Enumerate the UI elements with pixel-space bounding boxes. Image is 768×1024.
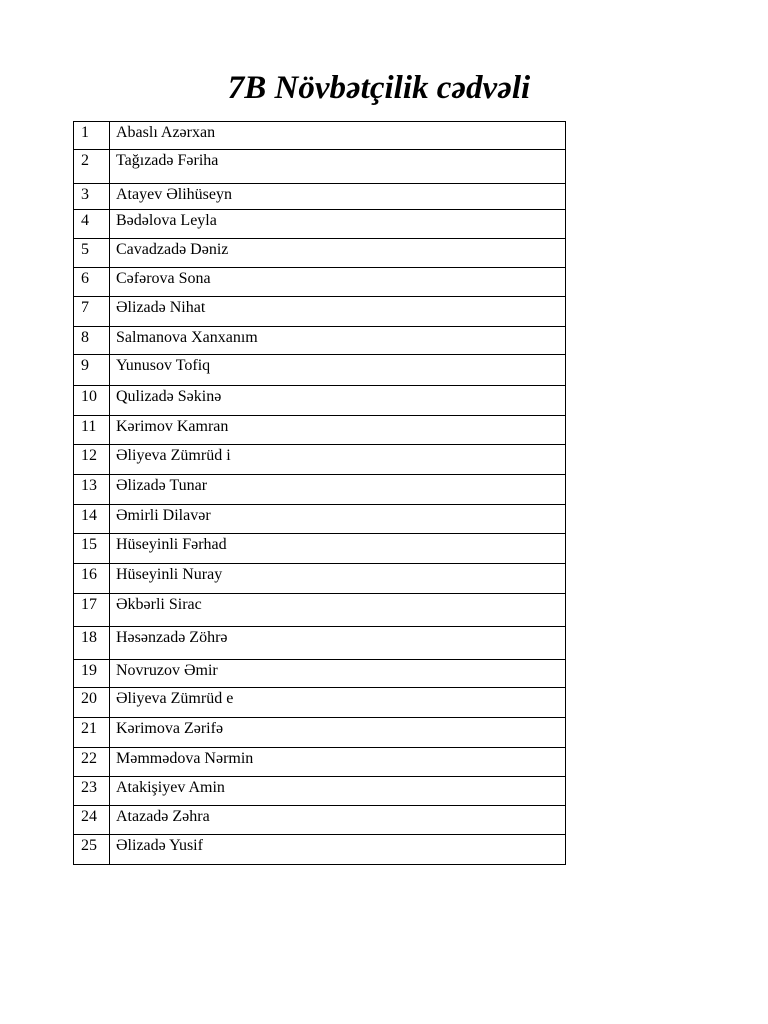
table-row — [74, 475, 566, 505]
student-name: Məmmədova Nərmin — [110, 748, 566, 777]
row-number: 3 — [74, 184, 110, 210]
row-number: 19 — [74, 660, 110, 688]
page-title: 7B Növbətçilik cədvəli — [227, 70, 531, 106]
student-name: Novruzov Əmir — [110, 660, 566, 688]
table-row — [74, 505, 566, 534]
row-number: 6 — [74, 268, 110, 297]
row-number: 14 — [74, 505, 110, 534]
student-name: Əkbərli Sirac — [110, 594, 566, 627]
row-number: 4 — [74, 210, 110, 239]
student-name: Hüseyinli Fərhad — [110, 534, 566, 564]
table-row — [74, 777, 566, 806]
row-number: 2 — [74, 150, 110, 184]
student-name: Əliyeva Zümrüd e — [110, 688, 566, 718]
row-number: 11 — [74, 416, 110, 445]
student-name: Həsənzadə Zöhrə — [110, 627, 566, 660]
row-number: 17 — [74, 594, 110, 627]
table-row — [74, 355, 566, 386]
table-row — [74, 150, 566, 184]
table-row — [74, 534, 566, 564]
student-name: Kərimova Zərifə — [110, 718, 566, 748]
table-row — [74, 386, 566, 416]
student-name: Atazadə Zəhra — [110, 806, 566, 835]
table-row — [74, 835, 566, 865]
table-row — [74, 564, 566, 594]
table-row — [74, 627, 566, 660]
table-row — [74, 660, 566, 688]
duty-table-body — [74, 122, 566, 865]
table-row — [74, 688, 566, 718]
student-name: Bədəlova Leyla — [110, 210, 566, 239]
student-name: Qulizadə Səkinə — [110, 386, 566, 416]
row-number: 9 — [74, 355, 110, 386]
table-row — [74, 748, 566, 777]
student-name: Əliyeva Zümrüd i — [110, 445, 566, 475]
row-number: 8 — [74, 327, 110, 355]
table-row — [74, 297, 566, 327]
student-name: Hüseyinli Nuray — [110, 564, 566, 594]
row-number: 21 — [74, 718, 110, 748]
table-row — [74, 594, 566, 627]
row-number: 12 — [74, 445, 110, 475]
row-number: 20 — [74, 688, 110, 718]
row-number: 16 — [74, 564, 110, 594]
row-number: 15 — [74, 534, 110, 564]
student-name: Abaslı Azərxan — [110, 122, 566, 150]
student-name: Atayev Əlihüseyn — [110, 184, 566, 210]
table-row — [74, 210, 566, 239]
student-name: Əlizadə Yusif — [110, 835, 566, 865]
student-name: Atakişiyev Amin — [110, 777, 566, 806]
student-name: Kərimov Kamran — [110, 416, 566, 445]
row-number: 7 — [74, 297, 110, 327]
table-row — [74, 268, 566, 297]
table-row — [74, 122, 566, 150]
table-row — [74, 327, 566, 355]
row-number: 13 — [74, 475, 110, 505]
table-row — [74, 718, 566, 748]
student-name: Salmanova Xanxanım — [110, 327, 566, 355]
duty-table — [73, 121, 566, 865]
row-number: 18 — [74, 627, 110, 660]
table-row — [74, 806, 566, 835]
row-number: 10 — [74, 386, 110, 416]
row-number: 25 — [74, 835, 110, 865]
student-name: Yunusov Tofiq — [110, 355, 566, 386]
student-name: Cəfərova Sona — [110, 268, 566, 297]
student-name: Əlizadə Nihat — [110, 297, 566, 327]
row-number: 24 — [74, 806, 110, 835]
student-name: Cavadzadə Dəniz — [110, 239, 566, 268]
row-number: 5 — [74, 239, 110, 268]
student-name: Əmirli Dilavər — [110, 505, 566, 534]
student-name: Əlizadə Tunar — [110, 475, 566, 505]
row-number: 22 — [74, 748, 110, 777]
table-row — [74, 239, 566, 268]
table-row — [74, 184, 566, 210]
student-name: Tağızadə Fəriha — [110, 150, 566, 184]
row-number: 1 — [74, 122, 110, 150]
table-row — [74, 445, 566, 475]
table-row — [74, 416, 566, 445]
row-number: 23 — [74, 777, 110, 806]
